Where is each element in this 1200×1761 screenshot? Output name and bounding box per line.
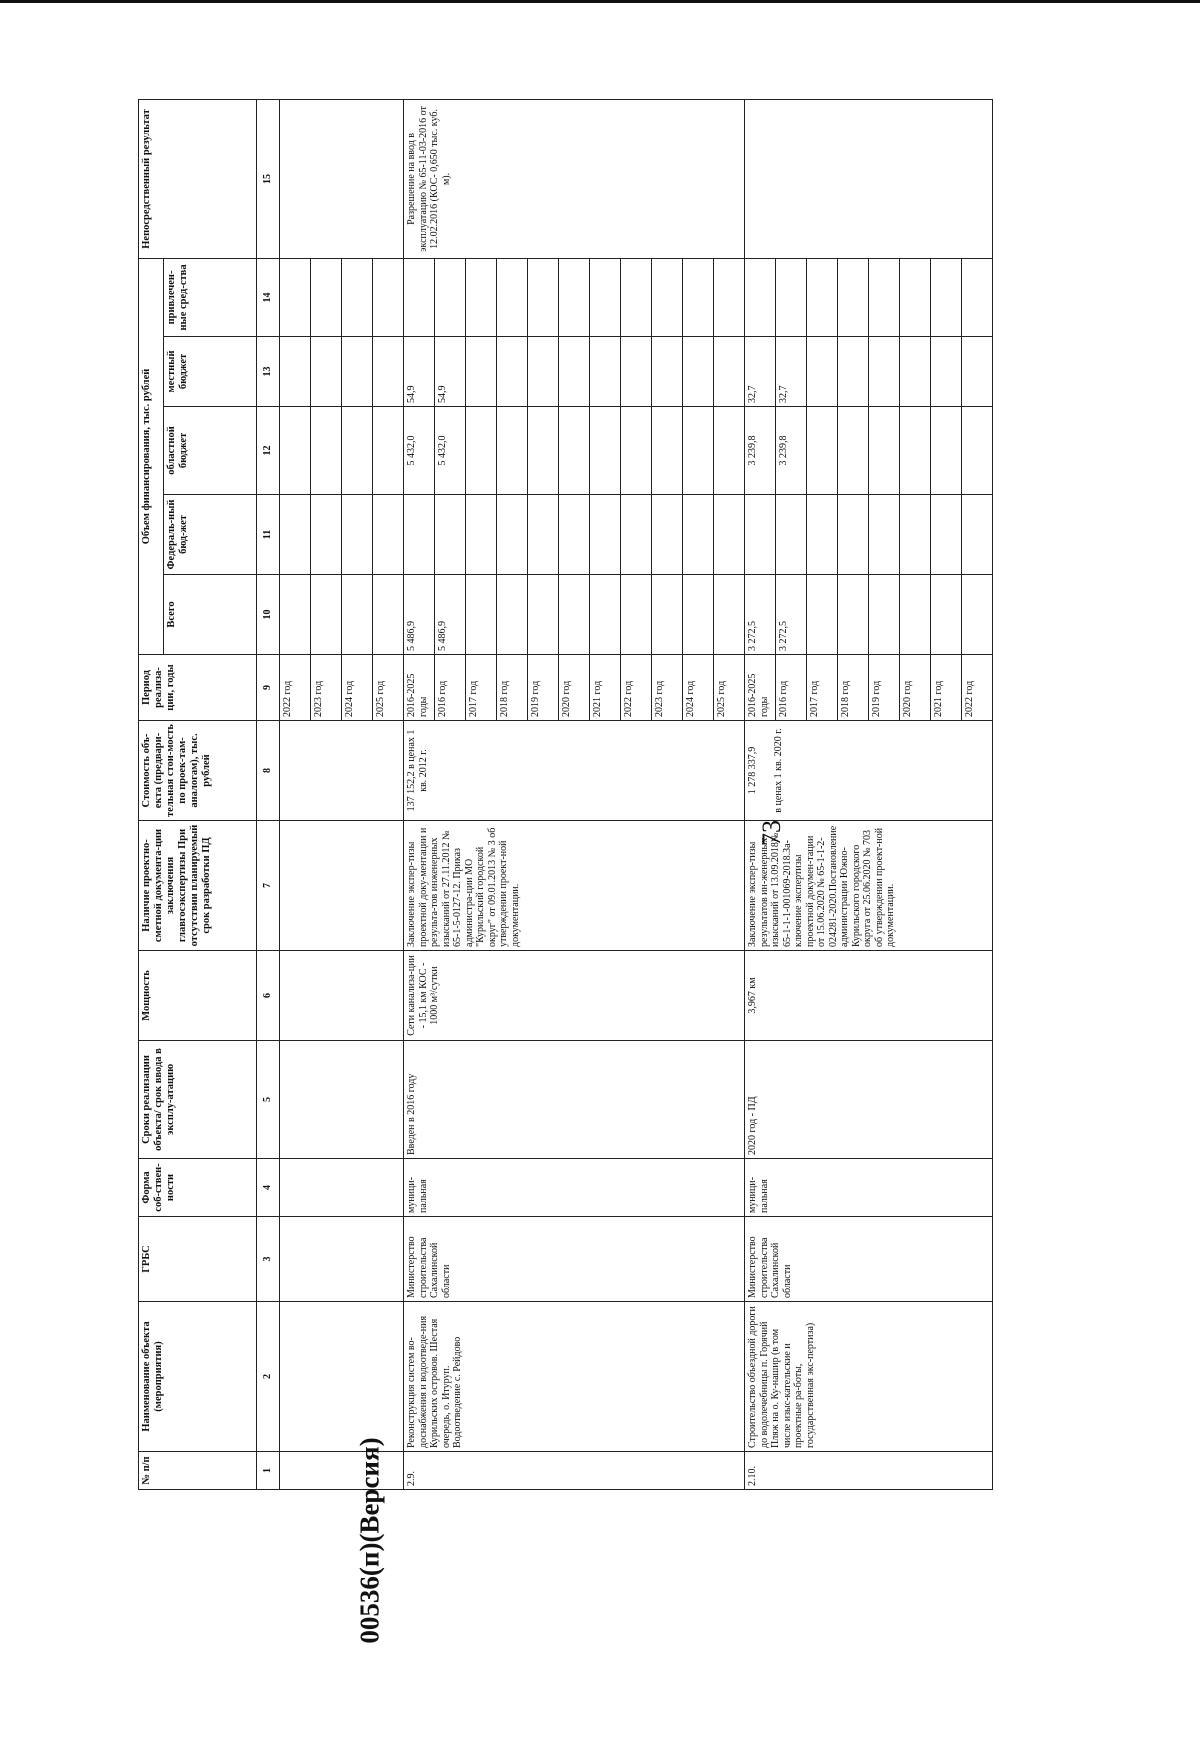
federal-cell [497, 495, 528, 575]
grbs-cell: Министерство строительства Сахалинской области [745, 1217, 993, 1302]
attracted-cell [714, 258, 745, 336]
terms-cell: Введен в 2016 году [404, 1041, 745, 1159]
period-cell: 2019 год [528, 655, 559, 721]
header-finance: Объем финансирования, тыс. рублей [139, 258, 164, 654]
regional-cell [931, 407, 962, 495]
table-cell [280, 951, 404, 1041]
column-number: 10 [257, 575, 280, 655]
attracted-cell [931, 258, 962, 336]
cost-cell [745, 721, 993, 821]
capacity-cell: Сети канализа-ции - 15,1 км КОС - 1000 м³/сутки [404, 951, 745, 1041]
total-cell [900, 575, 931, 655]
period-cell: 2020 год [559, 655, 590, 721]
header-result: Непосредственный результат [139, 99, 257, 258]
total-cell [838, 575, 869, 655]
federal-cell [466, 495, 497, 575]
attracted-cell [869, 258, 900, 336]
local-cell [683, 337, 714, 407]
table-cell [280, 575, 311, 655]
docs-cell: Заключение экспер-тизы проектной доку-ментации и результа-тов инженерных изысканий от 27.11.2012 № 65-1-5-0127-12. Приказ администра-ции МО "Курильский городской округ" от 09.01.2013 № 3 об утверждении проект-ной документации. [404, 821, 745, 951]
regional-cell [683, 407, 714, 495]
regional-cell [466, 407, 497, 495]
regional-cell: 3 239,8 [745, 407, 776, 495]
table-cell [311, 575, 342, 655]
local-cell: 54,9 [404, 337, 435, 407]
federal-cell [714, 495, 745, 575]
regional-cell [621, 407, 652, 495]
regional-cell: 3 239,8 [776, 407, 807, 495]
table-cell [280, 1217, 404, 1302]
header-num: № п/п [139, 1452, 257, 1490]
total-cell [869, 575, 900, 655]
table-row [404, 99, 435, 1489]
table-cell [373, 495, 404, 575]
local-cell [528, 337, 559, 407]
column-number: 12 [257, 407, 280, 495]
period-cell: 2020 год [900, 655, 931, 721]
period-cell: 2016 год [435, 655, 466, 721]
total-cell [528, 575, 559, 655]
table-cell [280, 1159, 404, 1217]
header-cost: Стоимость объ-екта (предвари-тельная стои-мость по проек-там-аналогам), тыс. рублей [139, 721, 257, 821]
federal-cell [404, 495, 435, 575]
attracted-cell [683, 258, 714, 336]
total-cell [931, 575, 962, 655]
cost-note: в ценах 1 кв. 2020 г. [772, 728, 784, 813]
local-cell [466, 337, 497, 407]
grbs-cell: Министерство строительства Сахалинской области [404, 1217, 745, 1302]
table-cell [280, 258, 311, 336]
object-name: Строительство объездной дороги до водолечебницы п. Горячий Пляж на о. Ку-нашир (в том числе изыс-кательские и проектные ра-боты, государственная экс-пертиза) [745, 1302, 993, 1452]
table-cell [280, 337, 311, 407]
table-cell [373, 337, 404, 407]
total-cell: 3 272,5 [776, 575, 807, 655]
attracted-cell [838, 258, 869, 336]
header-row [139, 99, 164, 1489]
attracted-cell [900, 258, 931, 336]
header-terms: Сроки реализации объекта/ срок ввода в эксплу-атацию [139, 1041, 257, 1159]
table-cell [342, 407, 373, 495]
header-attracted: привлечен-ные сред-ства [164, 258, 257, 336]
ownership-cell: муници-пальная [404, 1159, 745, 1217]
local-cell: 54,9 [435, 337, 466, 407]
attracted-cell [745, 258, 776, 336]
period-cell: 2022 год [962, 655, 993, 721]
table-body [257, 99, 993, 1489]
period-cell: 2016-2025 годы [404, 655, 435, 721]
attracted-cell [590, 258, 621, 336]
table-cell [373, 407, 404, 495]
column-number: 9 [257, 655, 280, 721]
federal-cell [590, 495, 621, 575]
object-name: Реконструкция систем во-доснабжения и водоотведе-ния Курильских островов. Шестая очередь, о. Итуруп. Водоотведение с. Рейдово [404, 1302, 745, 1452]
period-cell: 2022 год [280, 655, 311, 721]
total-cell [714, 575, 745, 655]
table-cell [311, 407, 342, 495]
cost-cell [404, 721, 745, 821]
header-docs: Наличие проектно-сметной документа-ции заключения главгосэкспертизы При отсутствии планируемый срок разработки ПД [139, 821, 257, 951]
total-cell [590, 575, 621, 655]
attracted-cell [435, 258, 466, 336]
attracted-cell [404, 258, 435, 336]
top-border-line [0, 0, 1200, 3]
table-cell [280, 99, 404, 258]
total-cell: 5 486,9 [404, 575, 435, 655]
column-number: 5 [257, 1041, 280, 1159]
total-cell [559, 575, 590, 655]
regional-cell: 5 432,0 [404, 407, 435, 495]
local-cell [931, 337, 962, 407]
result-cell [745, 99, 993, 258]
local-cell [590, 337, 621, 407]
local-cell [714, 337, 745, 407]
column-number: 11 [257, 495, 280, 575]
table-cell [311, 337, 342, 407]
regional-cell [559, 407, 590, 495]
total-cell [497, 575, 528, 655]
federal-cell [528, 495, 559, 575]
federal-cell [652, 495, 683, 575]
table-cell [342, 337, 373, 407]
table-cell [280, 721, 404, 821]
period-cell: 2023 год [652, 655, 683, 721]
period-cell: 2017 год [807, 655, 838, 721]
attracted-cell [776, 258, 807, 336]
period-cell: 2017 год [466, 655, 497, 721]
total-cell [621, 575, 652, 655]
table-cell [280, 1041, 404, 1159]
period-cell: 2025 год [373, 655, 404, 721]
capacity-cell: 3,967 км [745, 951, 993, 1041]
local-cell [900, 337, 931, 407]
federal-cell [807, 495, 838, 575]
total-cell: 3 272,5 [745, 575, 776, 655]
page-number: 73 [757, 820, 786, 846]
column-number: 4 [257, 1159, 280, 1217]
table-cell [342, 258, 373, 336]
regional-cell [869, 407, 900, 495]
federal-cell [683, 495, 714, 575]
local-cell [621, 337, 652, 407]
period-cell: 2019 год [869, 655, 900, 721]
period-cell: 2018 год [497, 655, 528, 721]
table-cell [280, 821, 404, 951]
total-cell [683, 575, 714, 655]
header-capacity: Мощность [139, 951, 257, 1041]
table-cell [280, 495, 311, 575]
regional-cell [838, 407, 869, 495]
federal-cell [931, 495, 962, 575]
federal-cell [621, 495, 652, 575]
federal-cell [869, 495, 900, 575]
column-number: 15 [257, 99, 280, 258]
total-cell [807, 575, 838, 655]
total-cell [962, 575, 993, 655]
local-cell [497, 337, 528, 407]
regional-cell [497, 407, 528, 495]
header-period: Период реализа-ции, годы [139, 655, 257, 721]
column-numbers-row [257, 99, 280, 1489]
column-number: 7 [257, 821, 280, 951]
federal-cell [435, 495, 466, 575]
local-cell [869, 337, 900, 407]
period-cell: 2025 год [714, 655, 745, 721]
period-cell: 2021 год [931, 655, 962, 721]
attracted-cell [621, 258, 652, 336]
federal-cell [559, 495, 590, 575]
financing-table [138, 99, 993, 1490]
table-cell [373, 258, 404, 336]
regional-cell [900, 407, 931, 495]
attracted-cell [807, 258, 838, 336]
attracted-cell [559, 258, 590, 336]
total-cell: 5 486,9 [435, 575, 466, 655]
header-local: местный бюджет [164, 337, 257, 407]
period-cell: 2018 год [838, 655, 869, 721]
column-number: 8 [257, 721, 280, 821]
federal-cell [776, 495, 807, 575]
period-cell: 2021 год [590, 655, 621, 721]
attracted-cell [528, 258, 559, 336]
header-ownership: Форма соб-ствен-ности [139, 1159, 257, 1217]
table-cell [311, 495, 342, 575]
column-number: 2 [257, 1302, 280, 1452]
local-cell [652, 337, 683, 407]
regional-cell [590, 407, 621, 495]
regional-cell [714, 407, 745, 495]
regional-cell: 5 432,0 [435, 407, 466, 495]
table-row [280, 99, 311, 1489]
local-cell [559, 337, 590, 407]
table-cell [373, 575, 404, 655]
row-number: 2.10. [745, 1452, 993, 1490]
header-regional: областной бюджет [164, 407, 257, 495]
column-number: 13 [257, 337, 280, 407]
column-number: 14 [257, 258, 280, 336]
attracted-cell [466, 258, 497, 336]
attracted-cell [652, 258, 683, 336]
table-cell [342, 575, 373, 655]
period-cell: 2016 год [776, 655, 807, 721]
document-code: 00536(п)(Версия) [354, 1437, 385, 1644]
local-cell: 32,7 [745, 337, 776, 407]
terms-cell: 2020 год - ПД [745, 1041, 993, 1159]
header-grbs: ГРБС [139, 1217, 257, 1302]
ownership-cell: муници-пальная [745, 1159, 993, 1217]
period-cell: 2024 год [342, 655, 373, 721]
period-cell: 2024 год [683, 655, 714, 721]
federal-cell [962, 495, 993, 575]
docs-cell: Заключение экспер-тизы результатов ин-женерных изысканий от 13.09.2018№ 65-1-1-1-001069-2018.За-ключение экспертизы проектной докумен-тации от 15.06.2020 № 65-1-1-2-024281-2020.Постановление администрации Южно-Курильского городского округа от 25.06.2020 № 703 об утверждении проект-ной документации. [745, 821, 993, 951]
federal-cell [745, 495, 776, 575]
regional-cell [962, 407, 993, 495]
attracted-cell [497, 258, 528, 336]
cost-value: 1 278 337,9 [747, 746, 758, 795]
column-number: 6 [257, 951, 280, 1041]
attracted-cell [962, 258, 993, 336]
period-cell: 2023 год [311, 655, 342, 721]
table-row [745, 99, 776, 1489]
table-cell [311, 258, 342, 336]
federal-cell [900, 495, 931, 575]
result-cell: Разрешение на ввод в эксплуатацию № 65-11-03-2016 от 12.02.2016 (КОС- 0,650 тыс. куб. м). [404, 99, 745, 258]
header-total: Всего [164, 575, 257, 655]
table-cell [342, 495, 373, 575]
local-cell [838, 337, 869, 407]
column-number: 3 [257, 1217, 280, 1302]
rotated-table-container [138, 100, 1078, 1490]
total-cell [652, 575, 683, 655]
local-cell [962, 337, 993, 407]
cost-value: 137 152,2 в ценах 1 кв. 2012 г. [406, 729, 429, 812]
header-federal: Федераль-ный бюд-жет [164, 495, 257, 575]
total-cell [466, 575, 497, 655]
header-name: Наименование объекта (мероприятия) [139, 1302, 257, 1452]
regional-cell [807, 407, 838, 495]
federal-cell [838, 495, 869, 575]
column-number: 1 [257, 1452, 280, 1490]
local-cell [807, 337, 838, 407]
period-cell: 2016-2025 годы [745, 655, 776, 721]
local-cell: 32,7 [776, 337, 807, 407]
row-number: 2.9. [404, 1452, 745, 1490]
regional-cell [652, 407, 683, 495]
table-cell [280, 407, 311, 495]
regional-cell [528, 407, 559, 495]
period-cell: 2022 год [621, 655, 652, 721]
